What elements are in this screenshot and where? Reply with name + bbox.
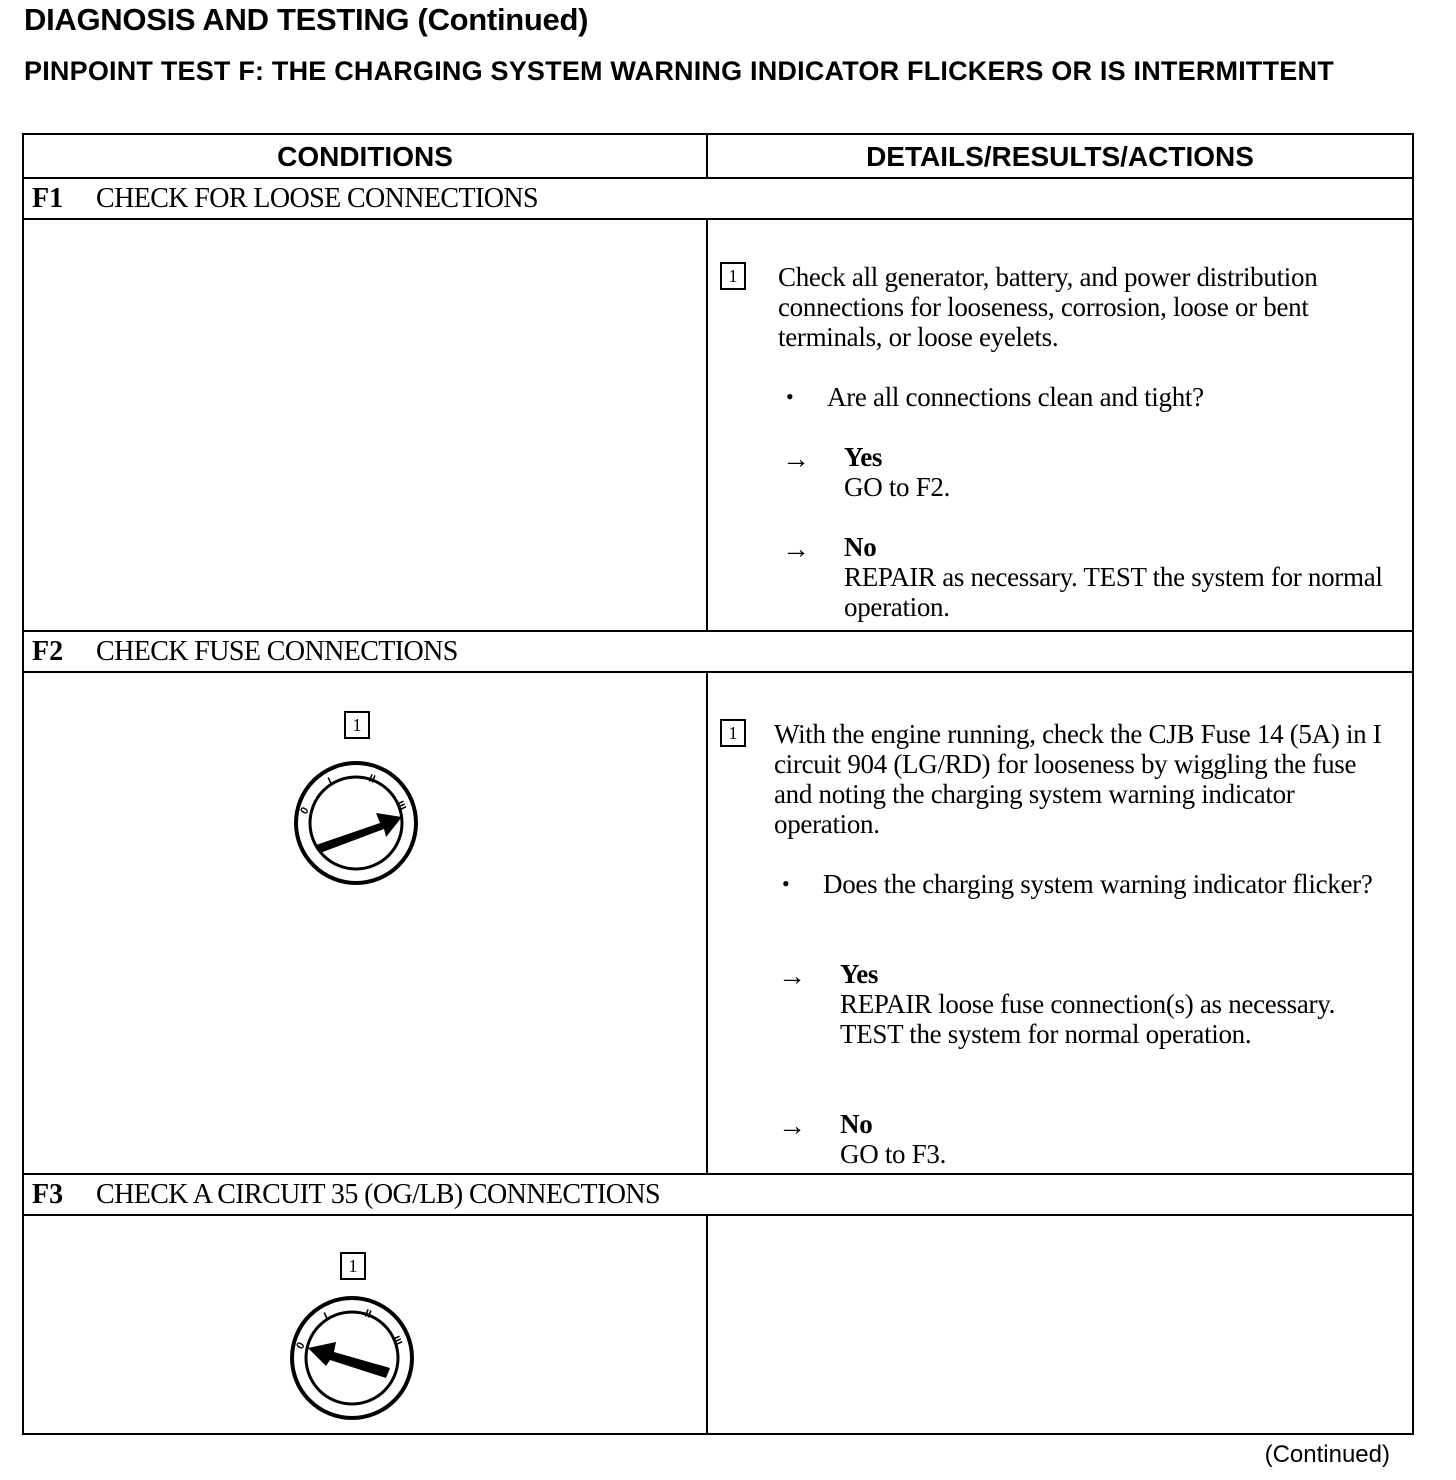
svg-text:II: II: [362, 1307, 373, 1321]
step-row-f2: [24, 632, 1412, 673]
step-body-f2: [24, 673, 1412, 1175]
step-number-box: 1: [344, 711, 370, 739]
arrow-right-icon: →: [778, 961, 806, 992]
conditions-cell: [24, 220, 708, 630]
step-number-box: 1: [720, 262, 746, 290]
details-cell: [708, 673, 1412, 1173]
step-row-f3: [24, 1175, 1412, 1216]
svg-text:I: I: [326, 775, 335, 788]
svg-text:II: II: [366, 772, 377, 786]
details-header: DETAILS/RESULTS/ACTIONS: [708, 135, 1412, 179]
arrow-right-icon: →: [778, 1111, 806, 1142]
ignition-switch-off-icon: [286, 1292, 418, 1424]
instruction-text: With the engine running, check the CJB Fuse 14 (5A) in I circuit 904 (LG/RD) for looseness by wiggling the fuse and noting the charging system warning indicator operation.: [774, 719, 1382, 839]
arrow-right-icon: →: [782, 444, 810, 475]
no-result: [844, 532, 1404, 622]
svg-text:0: 0: [294, 1340, 308, 1352]
conditions-cell: [24, 673, 708, 1173]
yes-action: GO to F2.: [844, 472, 951, 502]
step-body-f3: [24, 1216, 1412, 1433]
ignition-switch-run-icon: [290, 757, 422, 889]
step-row-f1: [24, 179, 1412, 220]
no-result: [840, 1109, 1400, 1169]
question-text: Are all connections clean and tight?: [827, 382, 1204, 412]
details-cell: [708, 220, 1412, 630]
instruction-text: Check all generator, battery, and power distribution connections for looseness, corrosion, loose or bent terminals, or loose eyelets.: [778, 262, 1318, 352]
page-title: DIAGNOSIS AND TESTING (Continued): [24, 2, 589, 37]
step-number-box: 1: [340, 1252, 366, 1280]
step-code: F3: [32, 1179, 64, 1210]
svg-text:III: III: [393, 799, 409, 813]
details-cell: [708, 1216, 1412, 1433]
yes-label: Yes: [840, 959, 879, 989]
arrow-right-icon: →: [782, 534, 810, 565]
no-action: GO to F3.: [840, 1139, 947, 1169]
step-body-f1: [24, 220, 1412, 632]
yes-label: Yes: [844, 442, 883, 472]
step-code: F1: [32, 183, 64, 214]
step-code: F2: [32, 636, 64, 667]
step-title: CHECK FUSE CONNECTIONS: [96, 636, 458, 667]
svg-text:I: I: [322, 1310, 331, 1323]
conditions-cell: [24, 1216, 708, 1433]
svg-text:0: 0: [298, 805, 312, 817]
step-title: CHECK FOR LOOSE CONNECTIONS: [96, 183, 538, 214]
yes-result: [840, 959, 1400, 1049]
yes-action: REPAIR loose fuse connection(s) as necessary. TEST the system for normal operation.: [840, 989, 1336, 1049]
pinpoint-test-title: PINPOINT TEST F: THE CHARGING SYSTEM WARNING INDICATOR FLICKERS OR IS INTERMITTENT: [24, 56, 1334, 86]
bullet-icon: •: [786, 384, 794, 409]
conditions-header: CONDITIONS: [24, 135, 708, 179]
yes-result: [844, 442, 1404, 502]
bullet-icon: •: [782, 871, 790, 896]
step-number-box: 1: [720, 719, 746, 747]
question-text: Does the charging system warning indicator flicker?: [823, 869, 1373, 899]
continued-footer: (Continued): [1264, 1441, 1390, 1468]
step-title: CHECK A CIRCUIT 35 (OG/LB) CONNECTIONS: [96, 1179, 660, 1210]
no-label: No: [840, 1109, 873, 1139]
no-action: REPAIR as necessary. TEST the system for normal operation.: [844, 562, 1383, 622]
svg-text:III: III: [389, 1334, 405, 1348]
pinpoint-test-table: [22, 133, 1414, 1435]
no-label: No: [844, 532, 877, 562]
